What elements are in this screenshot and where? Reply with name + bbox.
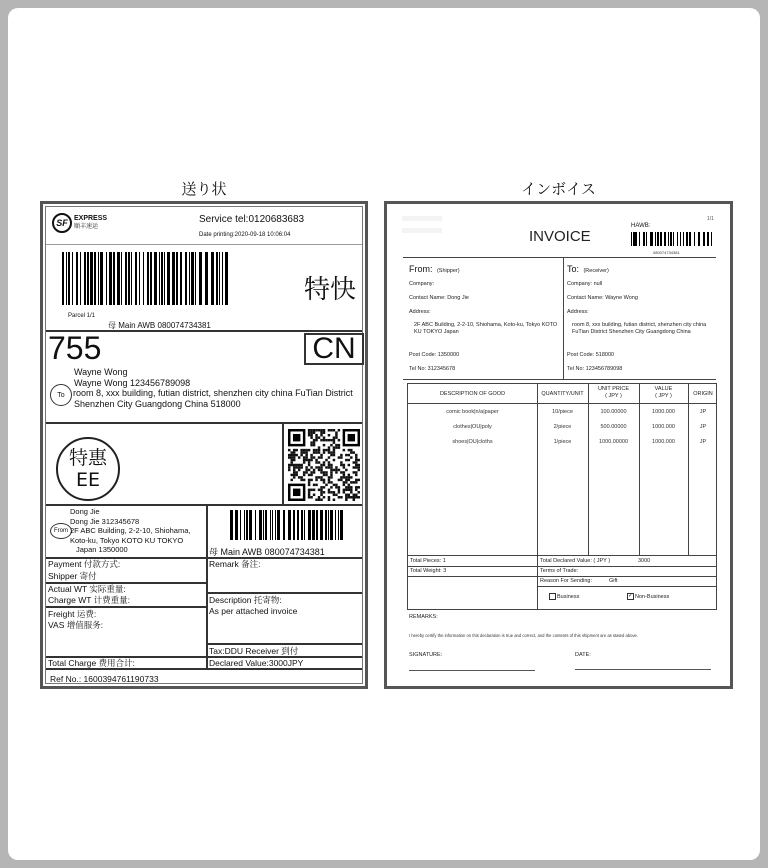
totals-section — [408, 556, 716, 609]
badge-line-2: EE — [75, 469, 100, 491]
total-declared-value: 3000 — [638, 558, 651, 564]
col-header-value — [639, 386, 688, 400]
cell-unit-price: 1000.00000 — [598, 439, 629, 445]
vas: VAS 增值服务: — [48, 620, 104, 630]
shipper-tel: Tel No: 312345678 — [409, 366, 456, 372]
receiver-address-label: Address: — [567, 309, 589, 315]
recipient-name: Wayne Wong — [74, 367, 128, 377]
payment-label: Payment 付款方式: — [48, 559, 121, 569]
from-sub: (Shipper) — [436, 268, 460, 274]
terms-of-trade: Terms of Trade: — [540, 568, 579, 574]
divider — [208, 643, 362, 645]
divider — [46, 244, 362, 245]
divider — [46, 504, 362, 506]
sender-name: Dong Jie — [70, 507, 100, 516]
divider — [208, 592, 362, 594]
receiver-tel: Tel No: 123456789098 — [567, 366, 623, 372]
invoice-title: INVOICE — [529, 228, 591, 245]
value-line-2: ( JPY ) — [655, 393, 672, 399]
cell-description: shoes|OU|cloths — [452, 439, 493, 445]
shipper-address-label: Address: — [409, 309, 431, 315]
total-weight: Total Weight: 3 — [410, 568, 447, 574]
col-header-quantity: QUANTITY/UNIT — [541, 391, 584, 397]
sender-address-2: Koto-ku, Tokyo KOTO KU TOKYO — [70, 535, 184, 545]
col-header-unit-price — [588, 386, 639, 400]
reference-number: Ref No.: 1600394761190733 — [50, 674, 159, 684]
hawb-label: HAWB: — [631, 223, 651, 229]
unit-price-line-1: UNIT PRICE — [597, 386, 630, 392]
charge-weight: Charge WT 计费重量: — [48, 595, 131, 605]
actual-weight: Actual WT 实际重量: — [48, 584, 126, 594]
goods-table — [407, 383, 717, 610]
waybill-caption: 送り状 — [181, 180, 227, 198]
divider — [206, 504, 208, 657]
divider — [403, 379, 716, 380]
main-awb-number-bottom: 母 Main AWB 080074734381 — [209, 547, 325, 557]
to-sub: (Receiver) — [583, 268, 609, 274]
cell-origin: JP — [699, 409, 707, 415]
non-business-checkbox[interactable]: ✓ — [628, 593, 634, 599]
cell-description: clothes|OU|poly — [453, 424, 492, 430]
cell-origin: JP — [699, 439, 707, 445]
shipper-contact: Contact Name: Dong Jie — [409, 295, 469, 301]
non-business-label: Non-Business — [635, 593, 670, 600]
col-header-origin: ORIGIN — [693, 391, 713, 397]
product-badge — [56, 437, 120, 501]
waybill-inner — [45, 206, 363, 684]
divider — [46, 606, 206, 608]
payment-value: Shipper 寄付 — [48, 571, 97, 581]
recipient-address-1: room 8, xxx building, futian district, shenzhen city china FuTian District — [73, 388, 353, 398]
divider — [408, 566, 716, 567]
cell-value: 1000.000 — [652, 424, 675, 430]
cell-quantity: 2/piece — [553, 424, 572, 430]
sf-logo-icon: SF — [52, 213, 72, 233]
recipient-name-phone: Wayne Wong 123456789098 — [74, 377, 191, 388]
shipper-block — [409, 259, 559, 336]
receiver-contact: Contact Name: Wayne Wong — [567, 295, 638, 301]
reason-label: Reason For Sending: — [540, 578, 592, 584]
recipient-block — [74, 367, 353, 409]
recipient-address-2: Shenzhen City Guangdong China 518000 — [74, 398, 241, 409]
page-number: 1/1 — [707, 216, 714, 222]
faded-header — [402, 228, 442, 233]
sf-brand-cn: 順丰速运 — [74, 224, 99, 230]
service-tel: Service tel:0120683683 — [199, 214, 305, 225]
date-label: DATE: — [575, 652, 591, 658]
shipper-post-code: Post Code: 1350000 — [409, 352, 460, 358]
main-awb-barcode — [62, 252, 282, 305]
divider — [282, 422, 284, 504]
signature-line — [409, 670, 535, 671]
divider — [537, 556, 538, 609]
faded-header — [402, 216, 442, 221]
cell-unit-price: 500.00000 — [600, 424, 627, 430]
col-header-description: DESCRIPTION OF GOOD — [439, 391, 506, 397]
main-awb-number: 母 Main AWB 080074734381 — [108, 321, 211, 330]
hawb-barcode — [631, 232, 715, 246]
invoice-document — [384, 201, 733, 689]
service-type: 特快 — [304, 275, 357, 305]
certification-text: I hereby certify the information on this declaration is true and correct, and the contents of this shipment are as stated above. — [409, 633, 639, 638]
from-icon: From — [50, 523, 72, 539]
from-heading: From: — [409, 264, 433, 274]
sender-address-3: Japan 1350000 — [76, 545, 128, 555]
divider — [563, 257, 564, 379]
sf-brand-en: EXPRESS — [74, 215, 108, 222]
divider — [206, 656, 208, 668]
shipper-address: 2F ABC Building, 2-2-10, Shiohama, Koto-ku, Tokyo KOTO KU TOKYO Japan — [414, 322, 558, 335]
shipper-company: Company: — [409, 281, 435, 287]
to-heading: To: — [567, 264, 580, 274]
qr-code — [288, 429, 360, 501]
freight: Freight 运费: — [48, 609, 97, 619]
tax-terms: Tax:DDU Receiver 到付 — [209, 646, 299, 656]
remark-label: Remark 备注: — [209, 559, 261, 569]
divider — [408, 403, 716, 404]
description-value: As per attached invoice — [209, 606, 298, 616]
sender-block — [70, 507, 190, 555]
receiver-company: Company: null — [567, 281, 603, 287]
date-line — [575, 669, 711, 670]
business-option[interactable] — [549, 593, 579, 601]
waybill-label — [40, 201, 368, 689]
receiver-address: room 8, xxx building, futian district, shenzhen city china FuTian District Shenzhen City Guangdong China — [572, 322, 707, 335]
main-awb-barcode-small — [230, 510, 352, 540]
total-charge: Total Charge 费用合计: — [48, 658, 135, 668]
cell-quantity: 1/piece — [553, 439, 572, 445]
invoice-caption: インボイス — [521, 180, 596, 198]
cell-quantity: 10/piece — [552, 409, 573, 415]
cell-unit-price: 100.00000 — [600, 409, 627, 415]
non-business-option[interactable] — [627, 593, 669, 601]
cell-origin: JP — [699, 424, 707, 430]
total-declared-label: Total Declared Value: ( JPY ) — [540, 558, 611, 564]
parcel-count: Parcel 1/1 — [68, 313, 96, 319]
signature-label: SIGNATURE: — [409, 652, 443, 658]
destination-code: 755 — [48, 330, 102, 366]
business-label: Business — [557, 593, 580, 600]
sender-name-phone: Dong Jie 312345678 — [70, 516, 140, 526]
total-pieces: Total Pieces: 1 — [410, 558, 446, 564]
declared-value: Declared Value:3000JPY — [209, 658, 304, 668]
cell-value: 1000.000 — [652, 439, 675, 445]
to-icon: To — [50, 384, 72, 406]
divider — [46, 668, 362, 670]
description-label: Description 托寄物: — [209, 595, 282, 605]
receiver-post-code: Post Code: 518000 — [567, 352, 615, 358]
divider — [403, 257, 716, 258]
badge-line-1: 特惠 — [68, 447, 107, 469]
cell-value: 1000.000 — [652, 409, 675, 415]
divider — [537, 586, 716, 587]
sf-express-logo — [52, 213, 107, 233]
value-line-1: VALUE — [654, 386, 673, 392]
date-printing: Date printing:2020-09-18 10:06:04 — [199, 232, 291, 238]
receiver-block — [567, 259, 712, 336]
unit-price-line-2: ( JPY ) — [605, 393, 622, 399]
remarks-label: REMARKS: — [409, 614, 438, 620]
reason-value: Gift — [609, 578, 618, 584]
business-checkbox[interactable] — [549, 593, 556, 600]
hawb-number: 080074734381 — [653, 250, 680, 255]
country-code: CN — [304, 333, 364, 365]
cell-description: comic book|n/a|paper — [446, 409, 499, 415]
divider — [46, 422, 362, 424]
sender-address-1: 2F ABC Building, 2-2-10, Shiohama, — [70, 526, 191, 536]
divider — [408, 576, 716, 577]
